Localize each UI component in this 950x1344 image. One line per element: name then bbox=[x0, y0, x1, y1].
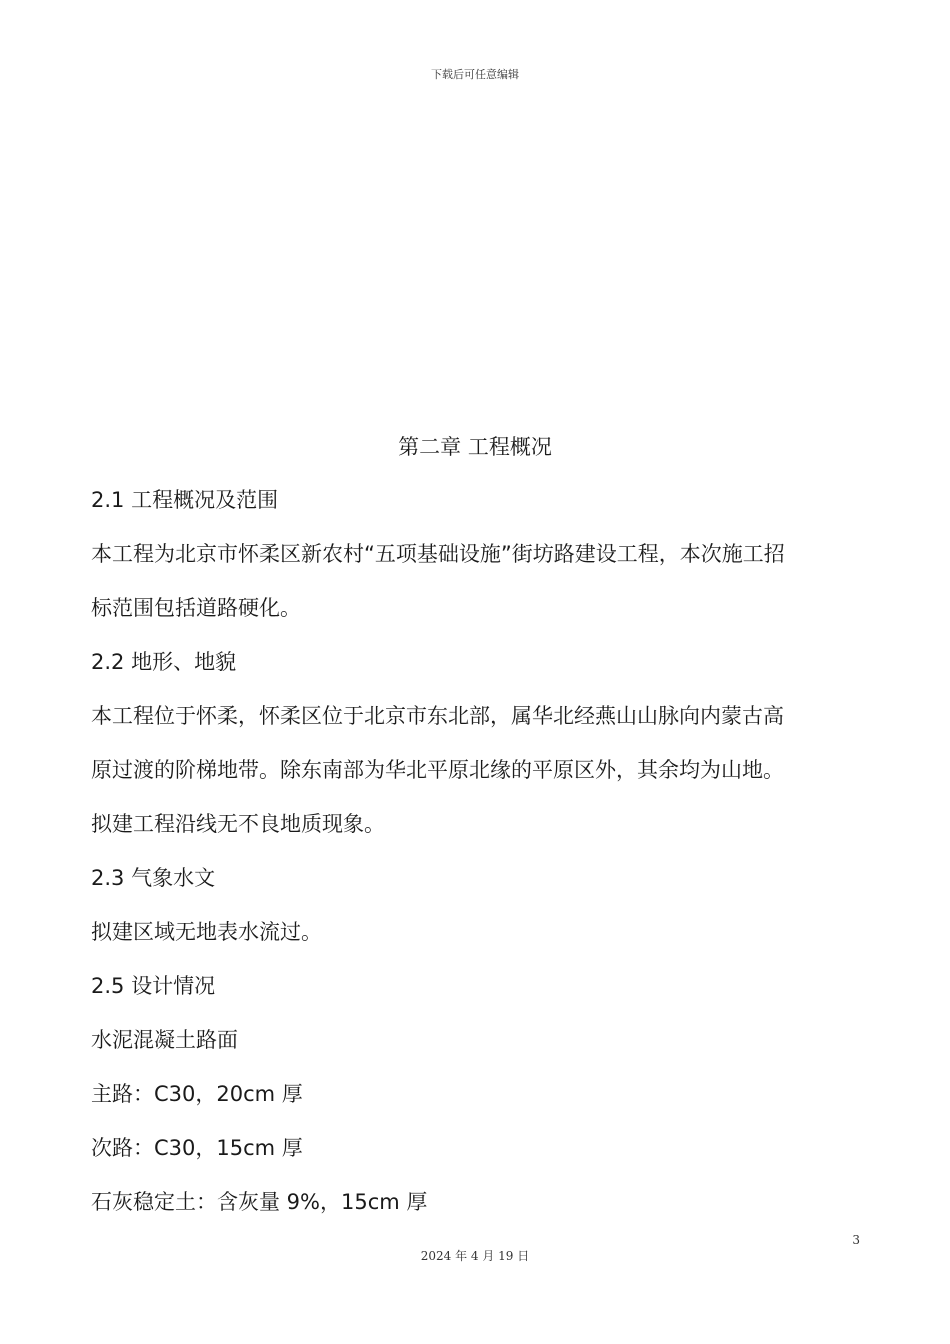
page-footer-date: 2024 年 4 月 19 日 bbox=[420, 1249, 530, 1263]
paragraph-line: 本工程为北京市怀柔区新农村“五项基础设施”街坊路建设工程，本次施工招 bbox=[91, 542, 785, 566]
paragraph-line: 主路：C30，20cm 厚 bbox=[91, 1082, 303, 1106]
paragraph-line: 拟建工程沿线无不良地质现象。 bbox=[91, 812, 385, 836]
section-heading-2-5: 2.5 设计情况 bbox=[91, 974, 216, 998]
section-heading-2-1: 2.1 工程概况及范围 bbox=[91, 488, 279, 512]
paragraph-line: 石灰稳定土：含灰量 9%，15cm 厚 bbox=[91, 1190, 428, 1214]
paragraph-line: 拟建区域无地表水流过。 bbox=[91, 920, 322, 944]
paragraph-line: 次路：C30，15cm 厚 bbox=[91, 1136, 303, 1160]
chapter-title: 第二章 工程概况 bbox=[398, 435, 552, 459]
page-header: 下载后可任意编辑 bbox=[431, 68, 519, 81]
section-heading-2-3: 2.3 气象水文 bbox=[91, 866, 216, 890]
section-heading-2-2: 2.2 地形、地貌 bbox=[91, 650, 237, 674]
paragraph-line: 水泥混凝土路面 bbox=[91, 1028, 238, 1052]
paragraph-line: 本工程位于怀柔，怀柔区位于北京市东北部，属华北经燕山山脉向内蒙古高 bbox=[91, 704, 784, 728]
paragraph-line: 标范围包括道路硬化。 bbox=[91, 596, 301, 620]
page-number: 3 bbox=[852, 1233, 860, 1247]
paragraph-line: 原过渡的阶梯地带。除东南部为华北平原北缘的平原区外，其余均为山地。 bbox=[91, 758, 784, 782]
